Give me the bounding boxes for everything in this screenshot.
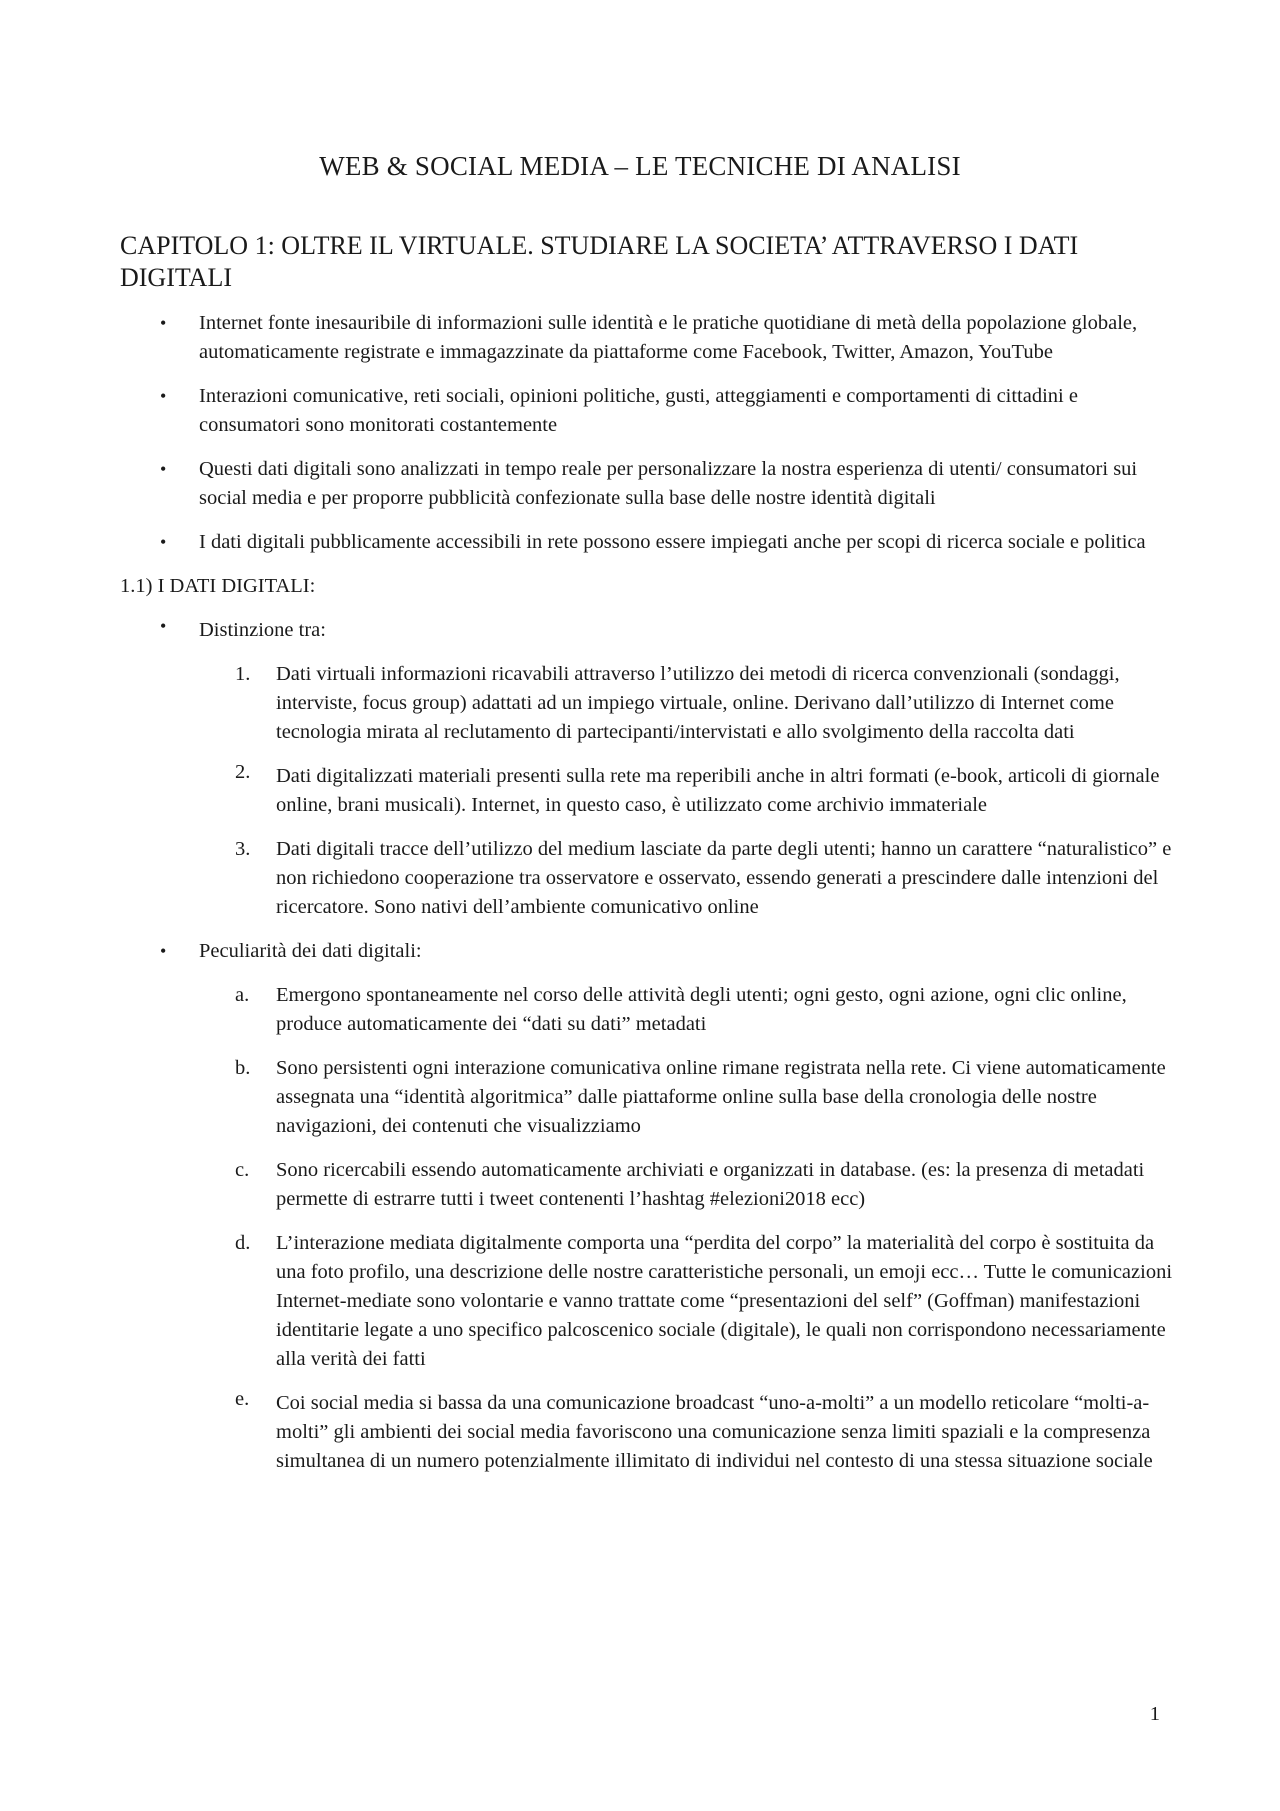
list-marker: d.	[235, 1232, 251, 1254]
list-item-text: Peculiarità dei dati digitali:	[199, 940, 422, 962]
list-item	[120, 382, 1180, 440]
distinction-numbered-list	[120, 660, 1180, 922]
lettered-item	[120, 1156, 1180, 1214]
list-marker: a.	[235, 984, 250, 1006]
page-number: 1	[1149, 1703, 1160, 1725]
numbered-item-text: Dati digitalizzati materiali presenti sulla rete ma reperibili anche in altri formati (e-book, articoli di giornale online, brani musicali). Internet, in questo caso, è utilizzato come archivio immateriale	[276, 765, 1160, 816]
lettered-item-text: Emergono spontaneamente nel corso delle attività degli utenti; ogni gesto, ogni azione, ogni clic online, produce automaticamente dei “dati su dati” metadati	[276, 984, 1127, 1035]
lettered-item-text: Coi social media si bassa da una comunicazione broadcast “uno-a-molti” a un modello reticolare “molti-a-molti” gli ambienti dei social media favoriscono una comunicazione senza limiti spaziali e la compresenza simultanea di un numero potenzialmente illimitato di individui nel contesto di una stessa situazione sociale	[276, 1392, 1153, 1472]
numbered-item	[120, 660, 1180, 747]
list-item	[120, 455, 1180, 513]
list-item	[120, 309, 1180, 367]
distinction-bullet	[120, 616, 1180, 922]
list-marker: 1.	[235, 663, 251, 685]
list-marker: e.	[235, 1388, 250, 1410]
bullet-icon: •	[160, 386, 167, 406]
section-bullet-list	[120, 616, 1180, 1476]
document-title: WEB & SOCIAL MEDIA – LE TECNICHE DI ANALISI	[319, 151, 961, 181]
numbered-item-text: Dati virtuali informazioni ricavabili attraverso l’utilizzo dei metodi di ricerca convenzionali (sondaggi, interviste, focus group) adattati ad un impiego virtuale, online. Derivano dall’utilizzo di Internet come tecnologia mirata al reclutamento di partecipanti/intervistati e allo svolgimento della raccolta dati	[276, 663, 1120, 743]
chapter-title: CAPITOLO 1: OLTRE IL VIRTUALE. STUDIARE LA SOCIETA’ ATTRAVERSO I DATI DIGITALI	[120, 231, 1079, 292]
section-heading: 1.1) I DATI DIGITALI:	[120, 575, 316, 597]
lettered-item	[120, 1389, 1180, 1476]
numbered-item	[120, 762, 1180, 820]
numbered-item-text: Dati digitali tracce dell’utilizzo del medium lasciate da parte degli utenti; hanno un carattere “naturalistico” e non richiedono cooperazione tra osservatore e osservato, essendo generati a prescindere dalle intenzioni del ricercatore. Sono nativi dell’ambiente comunicativo online	[276, 838, 1172, 918]
peculiarities-bullet	[120, 937, 1180, 1476]
lettered-item	[120, 1054, 1180, 1141]
numbered-item	[120, 835, 1180, 922]
list-item-text: Distinzione tra:	[199, 619, 326, 641]
bullet-icon: •	[160, 313, 167, 333]
list-marker: 3.	[235, 838, 251, 860]
bullet-icon: •	[160, 941, 167, 961]
list-item-text: Interazioni comunicative, reti sociali, opinioni politiche, gusti, atteggiamenti e comportamenti di cittadini e consumatori sono monitorati costantemente	[199, 385, 1078, 436]
lettered-item-text: L’interazione mediata digitalmente comporta una “perdita del corpo” la materialità del corpo è sostituita da una foto profilo, una descrizione delle nostre caratteristiche personali, un emoji ecc… Tutte le comunicazioni Internet-mediate sono volontarie e vanno trattate come “presentazioni del self” (Goffman) manifestazioni identitarie legate a uno specifico palcoscenico sociale (digitale), le quali non corrispondono necessariamente alla verità dei fatti	[276, 1232, 1173, 1370]
lettered-item-text: Sono ricercabili essendo automaticamente archiviati e organizzati in database. (es: la presenza di metadati permette di estrarre tutti i tweet contenenti l’hashtag #elezioni2018 ecc)	[276, 1159, 1145, 1210]
list-item-text: Internet fonte inesauribile di informazioni sulle identità e le pratiche quotidiane di metà della popolazione globale, automaticamente registrate e immagazzinate da piattaforme come Facebook, Twitter, Amazon, YouTube	[199, 312, 1138, 363]
lettered-item-text: Sono persistenti ogni interazione comunicativa online rimane registrata nella rete. Ci viene automaticamente assegnata una “identità algoritmica” dalle piattaforme online sulla base della cronologia delle nostre navigazioni, dei contenuti che visualizziamo	[276, 1057, 1166, 1137]
peculiarities-lettered-list	[120, 981, 1180, 1476]
lettered-item	[120, 1229, 1180, 1374]
bullet-icon: •	[160, 459, 167, 479]
list-marker: c.	[235, 1159, 250, 1181]
bullet-icon: •	[160, 616, 167, 636]
list-marker: 2.	[235, 761, 251, 783]
intro-bullet-list	[120, 309, 1180, 557]
bullet-icon: •	[160, 532, 167, 552]
document-body	[120, 309, 1180, 1491]
list-item-text: I dati digitali pubblicamente accessibili in rete possono essere impiegati anche per scopi di ricerca sociale e politica	[199, 531, 1146, 553]
list-marker: b.	[235, 1057, 251, 1079]
lettered-item	[120, 981, 1180, 1039]
list-item	[120, 528, 1180, 557]
list-item-text: Questi dati digitali sono analizzati in tempo reale per personalizzare la nostra esperienza di utenti/ consumatori sui social media e per proporre pubblicità confezionate sulla base delle nostre identità digitali	[199, 458, 1138, 509]
